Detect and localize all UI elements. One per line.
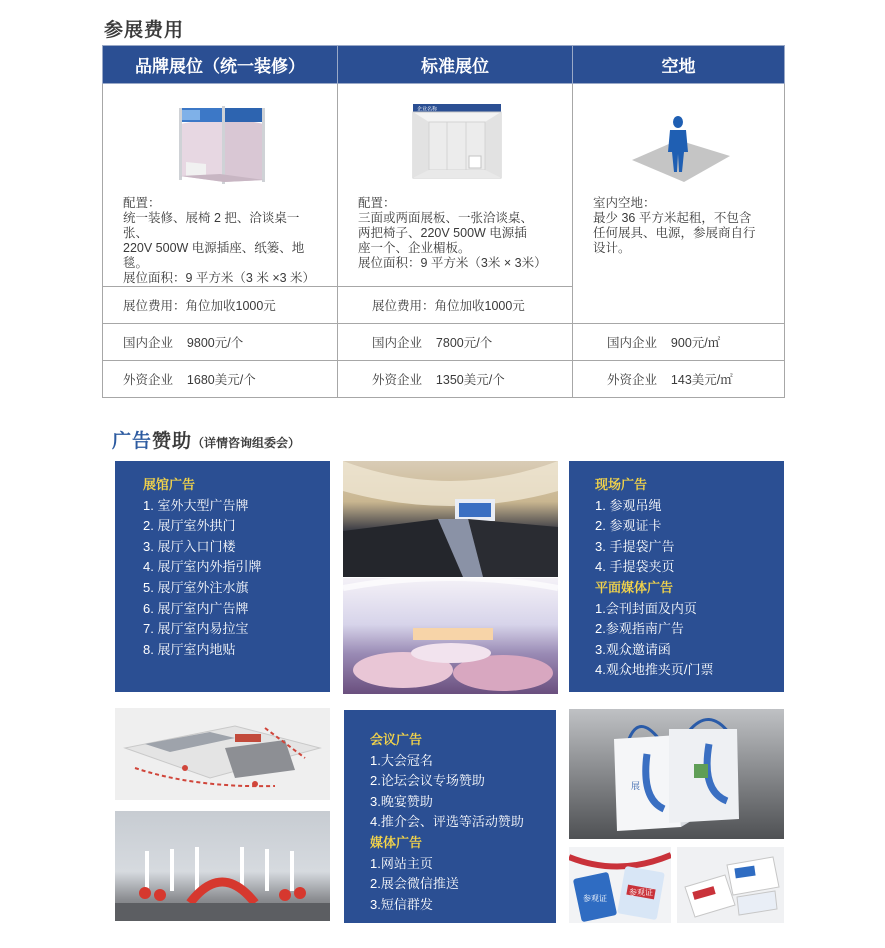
standard-booth-panel-text: 企业名称 xyxy=(417,106,438,113)
space-config xyxy=(573,84,785,324)
col-header-space: 空地 xyxy=(573,46,785,84)
list-item: 4. 展厅室内外指引牌 xyxy=(143,559,262,575)
brand-config-label: 配置： xyxy=(123,196,161,210)
space-config-line: 最少 36 平方米起租，不包含 xyxy=(593,211,752,225)
hall-ads-heading: 展馆广告 xyxy=(143,477,196,492)
price-label: 外资企业 xyxy=(123,373,174,387)
price-value: 7800元/个 xyxy=(435,336,493,350)
standard-config-line: 两把椅子、220V 500W 电源插 xyxy=(358,226,527,240)
price-value: 143美元/㎡ xyxy=(670,373,733,387)
standard-corner-fee: 展位费用：角位加收1000元 xyxy=(338,287,573,324)
price-value: 900元/㎡ xyxy=(670,336,721,350)
price-label: 国内企业 xyxy=(607,336,658,350)
brand-config-line: 220V 500W 电源插座、纸篓、地毯。 xyxy=(123,241,305,270)
list-item: 1.大会冠名 xyxy=(370,752,433,768)
list-item: 3. 展厅入口门楼 xyxy=(143,538,236,554)
list-item: 4. 手提袋夹页 xyxy=(595,559,675,575)
list-item: 1. 室外大型广告牌 xyxy=(143,497,249,513)
standard-config-label: 配置： xyxy=(358,196,396,210)
list-item: 1.网站主页 xyxy=(370,855,433,871)
list-item: 7. 展厅室内易拉宝 xyxy=(143,621,249,637)
domestic-price-space xyxy=(573,324,785,361)
config-row xyxy=(103,84,785,287)
list-item: 5. 展厅室外注水旗 xyxy=(143,579,249,595)
outdoor-arch-photo xyxy=(115,811,330,921)
domestic-price-standard xyxy=(338,324,573,361)
list-item: 3.短信群发 xyxy=(370,896,433,912)
conference-hall-photo xyxy=(343,461,558,577)
brand-config-line: 统一装修、展椅 2 把、洽谈桌一张、 xyxy=(123,211,300,240)
badge-text: 参观证 xyxy=(583,894,607,903)
hall-ads-box xyxy=(115,461,330,692)
standard-config-line: 展位面积：9 平方米（3米 × 3米） xyxy=(358,256,547,270)
price-label: 国内企业 xyxy=(123,336,174,350)
fee-table-header xyxy=(103,46,785,84)
standard-booth-image xyxy=(358,92,556,192)
price-value: 1680美元/个 xyxy=(186,373,256,387)
price-value: 1350美元/个 xyxy=(435,373,505,387)
list-item: 2. 展厅室外拱门 xyxy=(143,518,236,534)
col-header-standard: 标准展位 xyxy=(338,46,573,84)
brochures-photo xyxy=(677,847,784,923)
domestic-price-row xyxy=(103,324,785,361)
meeting-ads-box xyxy=(344,710,556,923)
venue-map-image xyxy=(115,708,330,800)
booth-fee-table xyxy=(102,45,785,398)
foreign-price-row xyxy=(103,361,785,398)
brand-corner-fee: 展位费用：角位加收1000元 xyxy=(103,287,338,324)
space-config-line: 室内空地： xyxy=(593,196,656,210)
list-item: 1. 参观吊绳 xyxy=(595,497,662,513)
foreign-price-space xyxy=(573,361,785,398)
meeting-ads-heading: 会议广告 xyxy=(370,732,423,747)
onsite-ads-box xyxy=(569,461,784,692)
list-item: 2. 参观证卡 xyxy=(595,518,662,534)
standard-booth-config xyxy=(338,84,573,287)
foreign-price-brand xyxy=(103,361,338,398)
print-media-heading: 平面媒体广告 xyxy=(595,579,674,595)
list-item: 4.观众地推夹页/门票 xyxy=(595,662,714,678)
list-item: 2.参观指南广告 xyxy=(595,621,684,637)
tote-bag-photo xyxy=(569,709,784,839)
price-value: 9800元/个 xyxy=(186,336,244,350)
list-item: 3.晚宴赞助 xyxy=(370,793,433,809)
space-image xyxy=(593,92,768,192)
foreign-price-standard xyxy=(338,361,573,398)
price-label: 外资企业 xyxy=(607,373,658,387)
list-item: 4.推介会、评选等活动赞助 xyxy=(370,814,524,830)
space-config-line: 设计。 xyxy=(593,241,631,255)
domestic-price-brand xyxy=(103,324,338,361)
price-label: 外资企业 xyxy=(372,373,423,387)
gala-dinner-photo xyxy=(343,578,558,694)
list-item: 2.展会微信推送 xyxy=(370,876,459,892)
brand-config-line: 展位面积：9 平方米（3 米 ×3 米） xyxy=(123,271,316,285)
onsite-ads-heading: 现场广告 xyxy=(595,477,648,492)
list-item: 8. 展厅室内地贴 xyxy=(143,641,236,657)
bag-logo-text: 展 xyxy=(631,781,641,791)
list-item: 2.论坛会议专场赞助 xyxy=(370,773,485,789)
list-item: 3.观众邀请函 xyxy=(595,641,671,657)
col-header-brand: 品牌展位（统一装修） xyxy=(103,46,338,84)
list-item: 1.会刊封面及内页 xyxy=(595,600,697,616)
badge-lanyard-photo xyxy=(569,847,671,923)
list-item: 6. 展厅室内广告牌 xyxy=(143,600,249,616)
standard-config-line: 三面或两面展板、一张洽谈桌、 xyxy=(358,211,534,225)
space-config-line: 任何展具、电源，参展商自行 xyxy=(593,226,756,240)
ads-section-title: 广告赞助（详情咨询组委会） xyxy=(112,431,301,452)
standard-config-line: 座一个、企业楣板。 xyxy=(358,241,471,255)
media-ads-heading: 媒体广告 xyxy=(370,834,423,850)
list-item: 3. 手提袋广告 xyxy=(595,538,675,554)
fees-section-title: 参展费用 xyxy=(104,20,185,41)
brand-booth-config xyxy=(103,84,338,287)
badge-text: 参观证 xyxy=(629,888,653,897)
brand-booth-image xyxy=(123,92,321,192)
price-label: 国内企业 xyxy=(372,336,423,350)
